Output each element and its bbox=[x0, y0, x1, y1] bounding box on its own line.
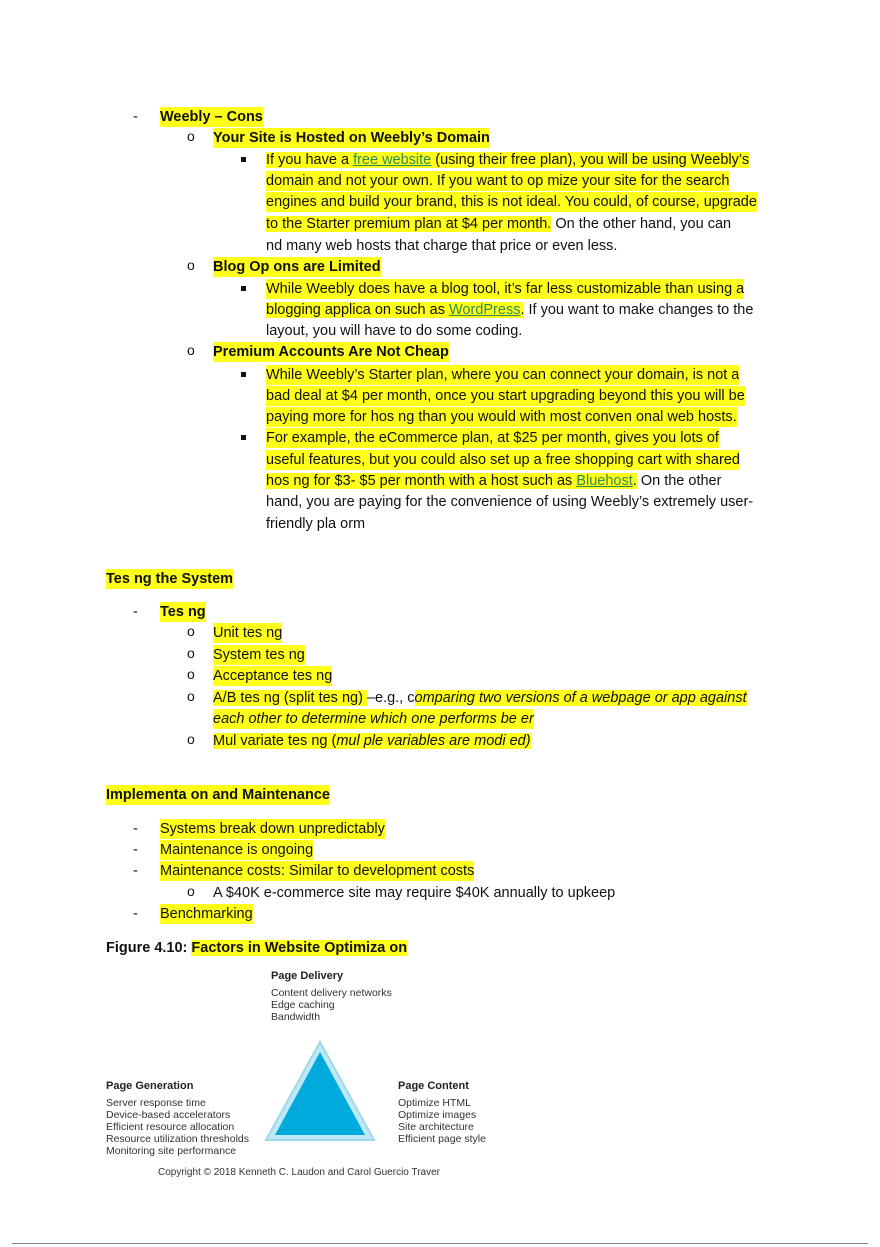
impl-sub-item: A $40K e-commerce site may require $40K annually to upkeep bbox=[213, 885, 616, 901]
page-generation-title: Page Generation bbox=[106, 1080, 194, 1092]
dash-bullet: - bbox=[133, 604, 138, 620]
blog-line-1: While Weebly does have a blog tool, it’s far less customizable than using a bbox=[266, 281, 745, 297]
acceptance-testing: Acceptance tes ng bbox=[213, 668, 333, 684]
text: blogging applica on such as bbox=[266, 302, 449, 318]
figure-caption bbox=[106, 938, 407, 958]
impl-item-3: Maintenance costs: Similar to development costs bbox=[160, 863, 475, 879]
dash-bullet: - bbox=[133, 109, 138, 125]
system-testing: System tes ng bbox=[213, 647, 305, 663]
copyright-text: Copyright © 2018 Kenneth C. Laudon and Carol Guercio Traver bbox=[158, 1167, 440, 1178]
impl-item-1: Systems break down unpredictably bbox=[160, 821, 385, 837]
premium-p2-line-3 bbox=[266, 471, 721, 491]
testing-section-title: Tes ng the System bbox=[106, 571, 234, 587]
page-delivery-items: Content delivery networks Edge caching Bandwidth bbox=[271, 987, 392, 1023]
text: On the other bbox=[636, 473, 722, 489]
dash-bullet: - bbox=[133, 842, 138, 858]
text: If you have a bbox=[266, 152, 354, 168]
bluehost-link[interactable]: Bluehost bbox=[576, 473, 633, 489]
text: (using their free plan), you will be using Weebly’s bbox=[431, 152, 750, 168]
ab-testing-line-2: each other to determine which one performs be er bbox=[213, 711, 534, 727]
figure-label: Figure 4.10: bbox=[106, 940, 192, 956]
premium-p2-line-4: hand, you are paying for the convenience of using Weebly’s extremely user- bbox=[266, 494, 754, 510]
text: A/B tes ng (split tes ng) bbox=[213, 690, 367, 706]
square-bullet-icon bbox=[241, 372, 246, 377]
wordpress-link[interactable]: WordPress bbox=[449, 302, 521, 318]
square-bullet-icon bbox=[241, 157, 246, 162]
text: On the other hand, you can bbox=[551, 216, 732, 232]
text: omparing two versions of a webpage or app against bbox=[414, 690, 747, 706]
hosted-line-2: domain and not your own. If you want to op mize your site for the search bbox=[266, 173, 730, 189]
text: . bbox=[520, 302, 525, 318]
premium-p2-line-5: friendly pla orm bbox=[266, 516, 366, 532]
text: mul ple variables are modi ed) bbox=[336, 733, 531, 749]
text: hos ng for $3- $5 per month with a host such as bbox=[266, 473, 577, 489]
blog-line-3: layout, you will have to do some coding. bbox=[266, 323, 523, 339]
footer-divider bbox=[12, 1243, 868, 1244]
cons-heading: Weebly – Cons bbox=[160, 109, 263, 125]
hosted-line-1 bbox=[266, 150, 749, 170]
ab-testing-line-1 bbox=[213, 688, 747, 708]
circle-bullet: o bbox=[187, 257, 195, 273]
page-delivery-title: Page Delivery bbox=[271, 970, 344, 982]
premium-p1-line-1: While Weebly’s Starter plan, where you can connect your domain, is not a bbox=[266, 367, 740, 383]
triangle-icon bbox=[264, 1040, 376, 1142]
text: Mul variate tes ng ( bbox=[213, 733, 337, 749]
text: . bbox=[632, 473, 637, 489]
figure-title: Factors in Website Optimiza on bbox=[191, 940, 408, 956]
unit-testing: Unit tes ng bbox=[213, 625, 283, 641]
testing-item: Tes ng bbox=[160, 604, 206, 620]
square-bullet-icon bbox=[241, 286, 246, 291]
circle-bullet: o bbox=[187, 883, 195, 899]
page-content-title: Page Content bbox=[398, 1080, 469, 1092]
circle-bullet: o bbox=[187, 688, 195, 704]
website-optimization-figure bbox=[106, 965, 506, 1185]
blog-line-2 bbox=[266, 300, 753, 320]
hosted-line-4 bbox=[266, 214, 731, 234]
dash-bullet: - bbox=[133, 863, 138, 879]
impl-item-benchmarking: Benchmarking bbox=[160, 906, 253, 922]
premium-p1-line-3: paying more for hos ng than you would with most conven onal web hosts. bbox=[266, 409, 737, 425]
premium-p2-line-1: For example, the eCommerce plan, at $25 per month, gives you lots of bbox=[266, 430, 719, 446]
circle-bullet: o bbox=[187, 666, 195, 682]
square-bullet-icon bbox=[241, 435, 246, 440]
premium-p1-line-2: bad deal at $4 per month, once you start upgrading beyond this you will be bbox=[266, 388, 745, 404]
free-website-link[interactable]: free website bbox=[353, 152, 432, 168]
multivariate-testing bbox=[213, 731, 531, 751]
circle-bullet: o bbox=[187, 623, 195, 639]
impl-item-2: Maintenance is ongoing bbox=[160, 842, 314, 858]
hosted-line-3: engines and build your brand, this is not ideal. You could, of course, upgrade bbox=[266, 194, 757, 210]
hosted-line-5: nd many web hosts that charge that price or even less. bbox=[266, 238, 618, 254]
impl-section-title: Implementa on and Maintenance bbox=[106, 787, 330, 803]
hosted-title: Your Site is Hosted on Weebly’s Domain bbox=[213, 130, 490, 146]
text: to the Starter premium plan at $4 per month. bbox=[266, 216, 552, 232]
circle-bullet: o bbox=[187, 731, 195, 747]
premium-title: Premium Accounts Are Not Cheap bbox=[213, 344, 449, 360]
dash-bullet: - bbox=[133, 906, 138, 922]
circle-bullet: o bbox=[187, 645, 195, 661]
dash-bullet: - bbox=[133, 821, 138, 837]
blog-title: Blog Op ons are Limited bbox=[213, 259, 381, 275]
premium-p2-line-2: useful features, but you could also set up a free shopping cart with shared bbox=[266, 452, 740, 468]
text: –e.g., c bbox=[366, 690, 415, 706]
circle-bullet: o bbox=[187, 342, 195, 358]
page-generation-items: Server response time Device-based accelerators Efficient resource allocation Resource utilization thresholds Monitoring site performance bbox=[106, 1097, 249, 1157]
page-content-items: Optimize HTML Optimize images Site architecture Efficient page style bbox=[398, 1097, 486, 1145]
text: If you want to make changes to the bbox=[524, 302, 754, 318]
circle-bullet: o bbox=[187, 128, 195, 144]
